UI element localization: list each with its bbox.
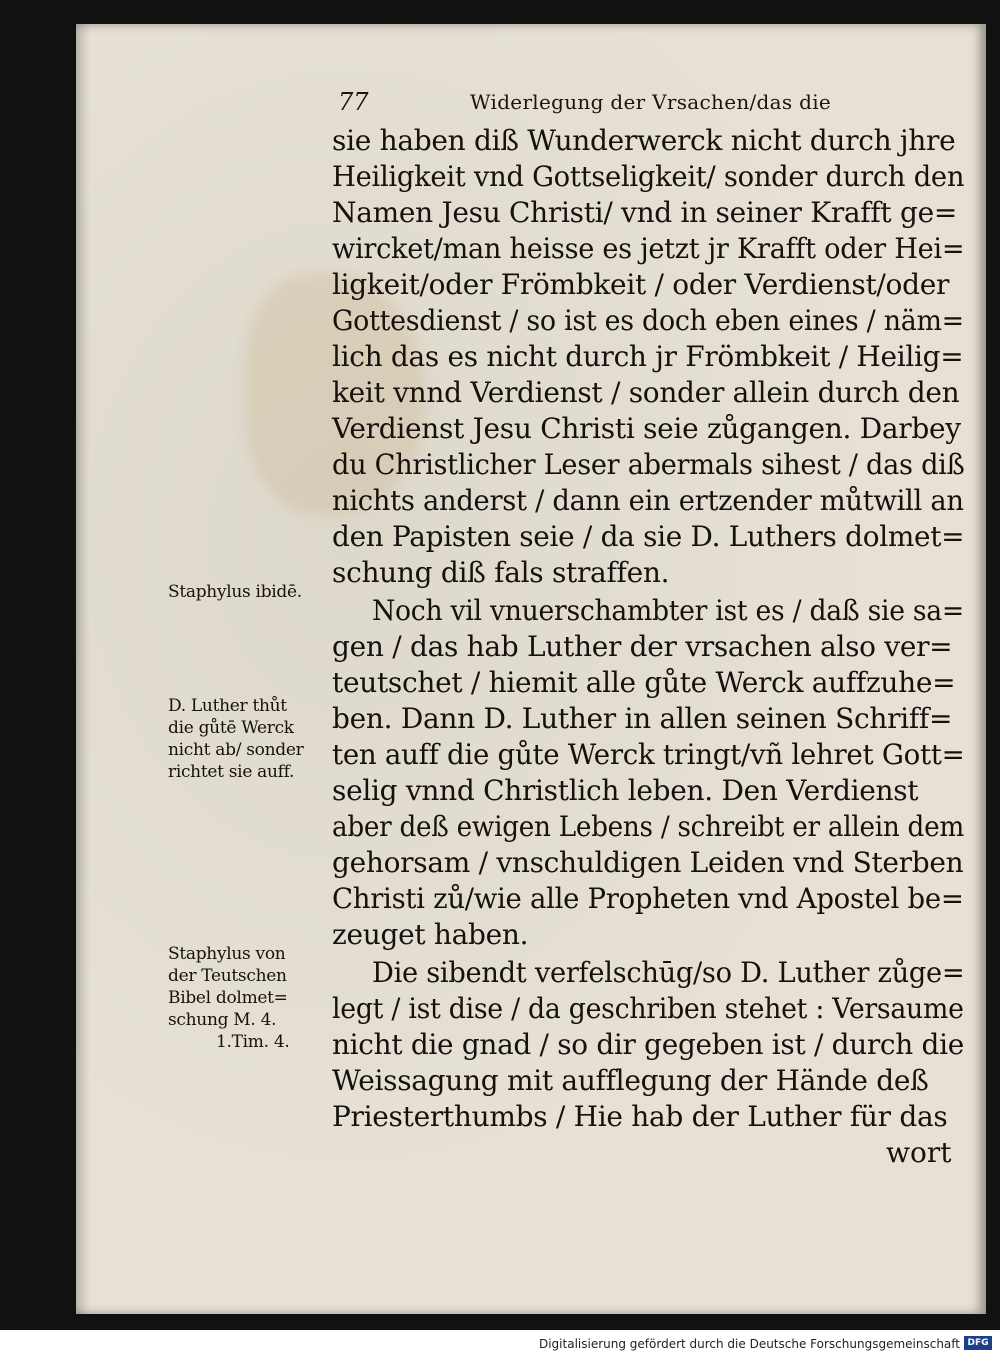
body-line: du Christlicher Leser abermals sihest / das diß — [332, 448, 965, 481]
body-line: nichts anderst / dann ein ertzender můtwill an — [332, 484, 964, 517]
body-line: Heiligkeit vnd Gottseligkeit/ sonder durch den — [332, 160, 965, 193]
margin-note-line: nicht ab/ sonder — [168, 740, 304, 760]
body-line: Verdienst Jesu Christi seie zůgangen. Darbey — [332, 412, 961, 445]
body-line: den Papisten seie / da sie D. Luthers dolmet= — [332, 520, 965, 553]
body-line: ben. Dann D. Luther in allen seinen Schriff= — [332, 702, 953, 735]
margin-note-line: der Teutschen — [168, 966, 287, 986]
body-line: ten auff die gůte Werck tringt/vñ lehret Gott= — [332, 738, 965, 771]
page-header — [338, 88, 958, 118]
catchword: wort — [886, 1136, 952, 1169]
body-line: Christi zů/wie alle Propheten vnd Apostel be= — [332, 882, 964, 915]
body-line: selig vnnd Christlich leben. Den Verdienst — [332, 774, 919, 807]
margin-note-line: 1.Tim. 4. — [216, 1032, 290, 1052]
body-line: Gottesdienst / so ist es doch eben eines / näm= — [332, 304, 964, 337]
margin-note-line: richtet sie auff. — [168, 762, 295, 782]
margin-note-line: die gůtē Werck — [168, 718, 294, 738]
body-line: gehorsam / vnschuldigen Leiden vnd Sterben — [332, 846, 964, 879]
body-line: wircket/man heisse es jetzt jr Krafft oder Hei= — [332, 232, 965, 265]
margin-note-line: Staphylus ibidē. — [168, 582, 302, 602]
body-line: Weissagung mit aufflegung der Hände deß — [332, 1064, 929, 1097]
page-number: 77 — [338, 88, 369, 116]
body-line: teutschet / hiemit alle gůte Werck auffzuhe= — [332, 666, 956, 699]
body-line: Namen Jesu Christi/ vnd in seiner Krafft ge= — [332, 196, 958, 229]
body-line: legt / ist dise / da geschriben stehet : Versaume — [332, 992, 964, 1025]
body-line: Die sibendt verfelschūg/so D. Luther zůge= — [372, 956, 965, 989]
body-line: schung diß fals straffen. — [332, 556, 670, 589]
body-line: Noch vil vnuerschambter ist es / daß sie sa= — [372, 594, 964, 627]
body-line: zeuget haben. — [332, 918, 529, 951]
body-line: ligkeit/oder Frömbkeit / oder Verdienst/oder — [332, 268, 950, 301]
running-head: Widerlegung der Vrsachen/das die — [470, 90, 832, 114]
margin-note-line: Staphylus von — [168, 944, 286, 964]
dfg-logo-icon: DFG — [964, 1336, 992, 1350]
body-line: Priesterthumbs / Hie hab der Luther für das — [332, 1100, 948, 1133]
body-line: sie haben diß Wunderwerck nicht durch jhre — [332, 124, 956, 157]
footer-bar — [0, 1330, 1000, 1356]
book-page — [76, 24, 986, 1314]
margin-note-line: schung M. 4. — [168, 1010, 277, 1030]
body-line: keit vnnd Verdienst / sonder allein durch den — [332, 376, 960, 409]
body-line: nicht die gnad / so dir gegeben ist / durch die — [332, 1028, 964, 1061]
margin-note-line: D. Luther thůt — [168, 696, 287, 716]
margin-note-line: Bibel dolmet= — [168, 988, 288, 1008]
body-line: lich das es nicht durch jr Frömbkeit / Heilig= — [332, 340, 964, 373]
body-line: gen / das hab Luther der vrsachen also ver= — [332, 630, 953, 663]
body-line: aber deß ewigen Lebens / schreibt er allein dem — [332, 810, 964, 843]
funding-notice: Digitalisierung gefördert durch die Deutsche Forschungsgemeinschaft — [538, 1337, 960, 1351]
